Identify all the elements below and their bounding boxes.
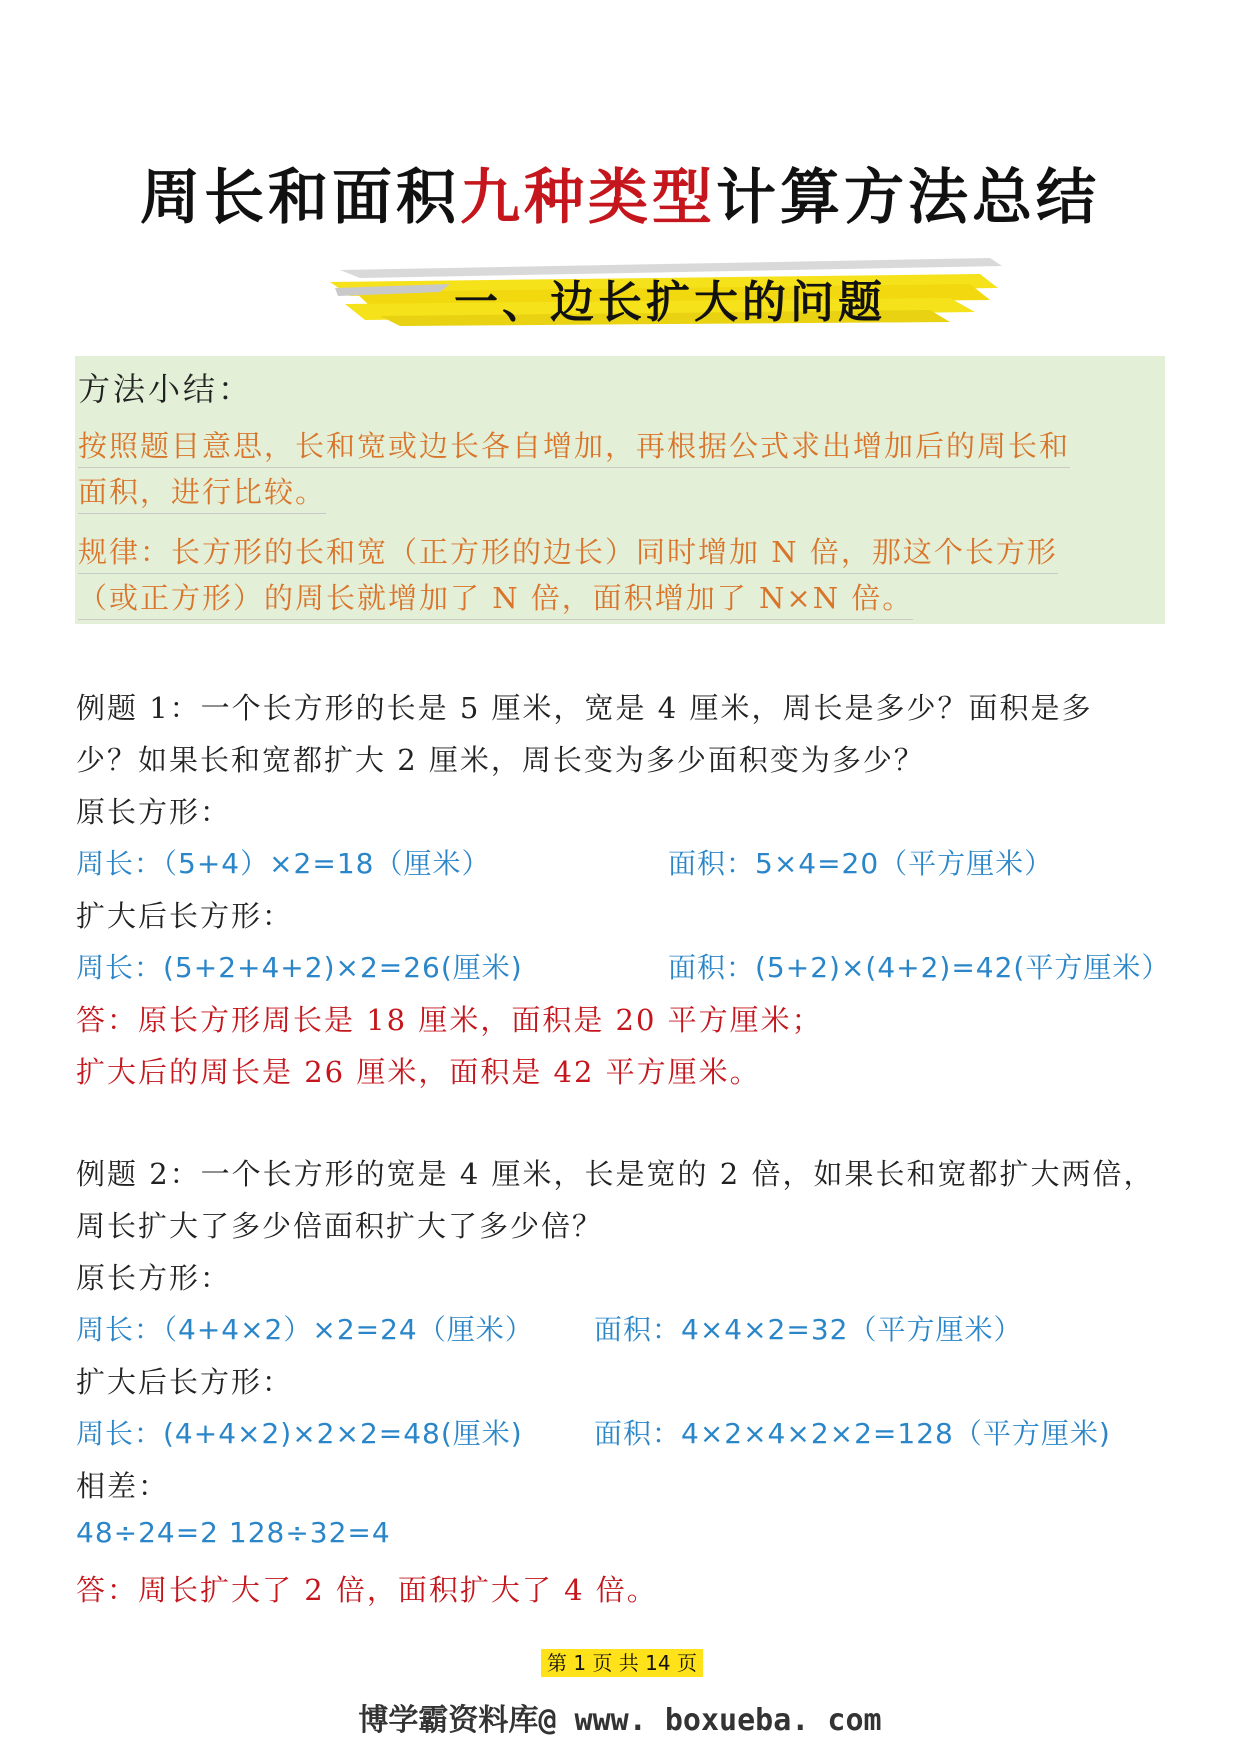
example2-original-perimeter: 周长：（4+4×2）×2=24（厘米）	[76, 1313, 534, 1346]
example1-original-perimeter: 周长：（5+4）×2=18（厘米）	[76, 847, 491, 880]
summary-heading: 方法小结：	[78, 370, 254, 408]
rule-line-1: 规律：长方形的长和宽（正方形的边长）同时增加 N 倍，那这个长方形	[78, 530, 1058, 574]
example1-answer-line1: 答：原长方形周长是 18 厘米，面积是 20 平方厘米；	[76, 1003, 823, 1037]
section-heading: 一、边长扩大的问题	[454, 277, 886, 328]
example2-diff-label: 相差：	[76, 1469, 170, 1503]
section-banner	[330, 248, 1010, 330]
title-highlight: 九种类型	[460, 163, 716, 233]
example1-answer-line2: 扩大后的周长是 26 厘米，面积是 42 平方厘米。	[76, 1055, 761, 1089]
method-line-2: 面积，进行比较。	[78, 470, 326, 514]
example2-answer: 答：周长扩大了 2 倍，面积扩大了 4 倍。	[76, 1573, 658, 1607]
example2-enlarged-area: 面积：4×2×4×2×2=128（平方厘米)	[594, 1417, 1111, 1450]
example2-enlarged-label: 扩大后长方形：	[76, 1365, 294, 1399]
example1-enlarged-label: 扩大后长方形：	[76, 899, 294, 933]
example2-original-label: 原长方形：	[76, 1261, 232, 1295]
example1-original-label: 原长方形：	[76, 795, 232, 829]
example2-enlarged-perimeter: 周长：(4+4×2)×2×2=48(厘米)	[76, 1417, 523, 1450]
watermark-text: 博学霸资料库@ www. boxueba. com	[358, 1703, 882, 1738]
example1-original-area: 面积：5×4=20（平方厘米）	[668, 847, 1054, 880]
example2-question-line2: 周长扩大了多少倍面积扩大了多少倍？	[76, 1209, 604, 1243]
example1-enlarged-perimeter: 周长：(5+2+4+2)×2=26(厘米)	[76, 951, 523, 984]
example1-question-line1: 例题 1：一个长方形的长是 5 厘米，宽是 4 厘米，周长是多少？面积是多	[76, 691, 1093, 725]
method-line-1: 按照题目意思，长和宽或边长各自增加，再根据公式求出增加后的周长和	[78, 424, 1070, 468]
method-summary-box	[75, 356, 1165, 624]
example2-diff-calc: 48÷24=2 128÷32=4	[76, 1516, 391, 1549]
example1-enlarged-area: 面积：(5+2)×(4+2)=42(平方厘米）	[668, 951, 1171, 984]
title-part2: 计算方法总结	[716, 163, 1100, 233]
title-part1: 周长和面积	[140, 163, 460, 233]
example1-question-line2: 少？如果长和宽都扩大 2 厘米，周长变为多少面积变为多少？	[76, 743, 925, 777]
page-number-badge: 第 1 页 共 14 页	[541, 1649, 703, 1677]
page-title	[0, 150, 1240, 236]
rule-line-2: （或正方形）的周长就增加了 N 倍，面积增加了 N×N 倍。	[78, 576, 913, 620]
example2-original-area: 面积：4×4×2=32（平方厘米）	[594, 1313, 1023, 1346]
example2-question-line1: 例题 2：一个长方形的宽是 4 厘米，长是宽的 2 倍，如果长和宽都扩大两倍，	[76, 1157, 1155, 1191]
